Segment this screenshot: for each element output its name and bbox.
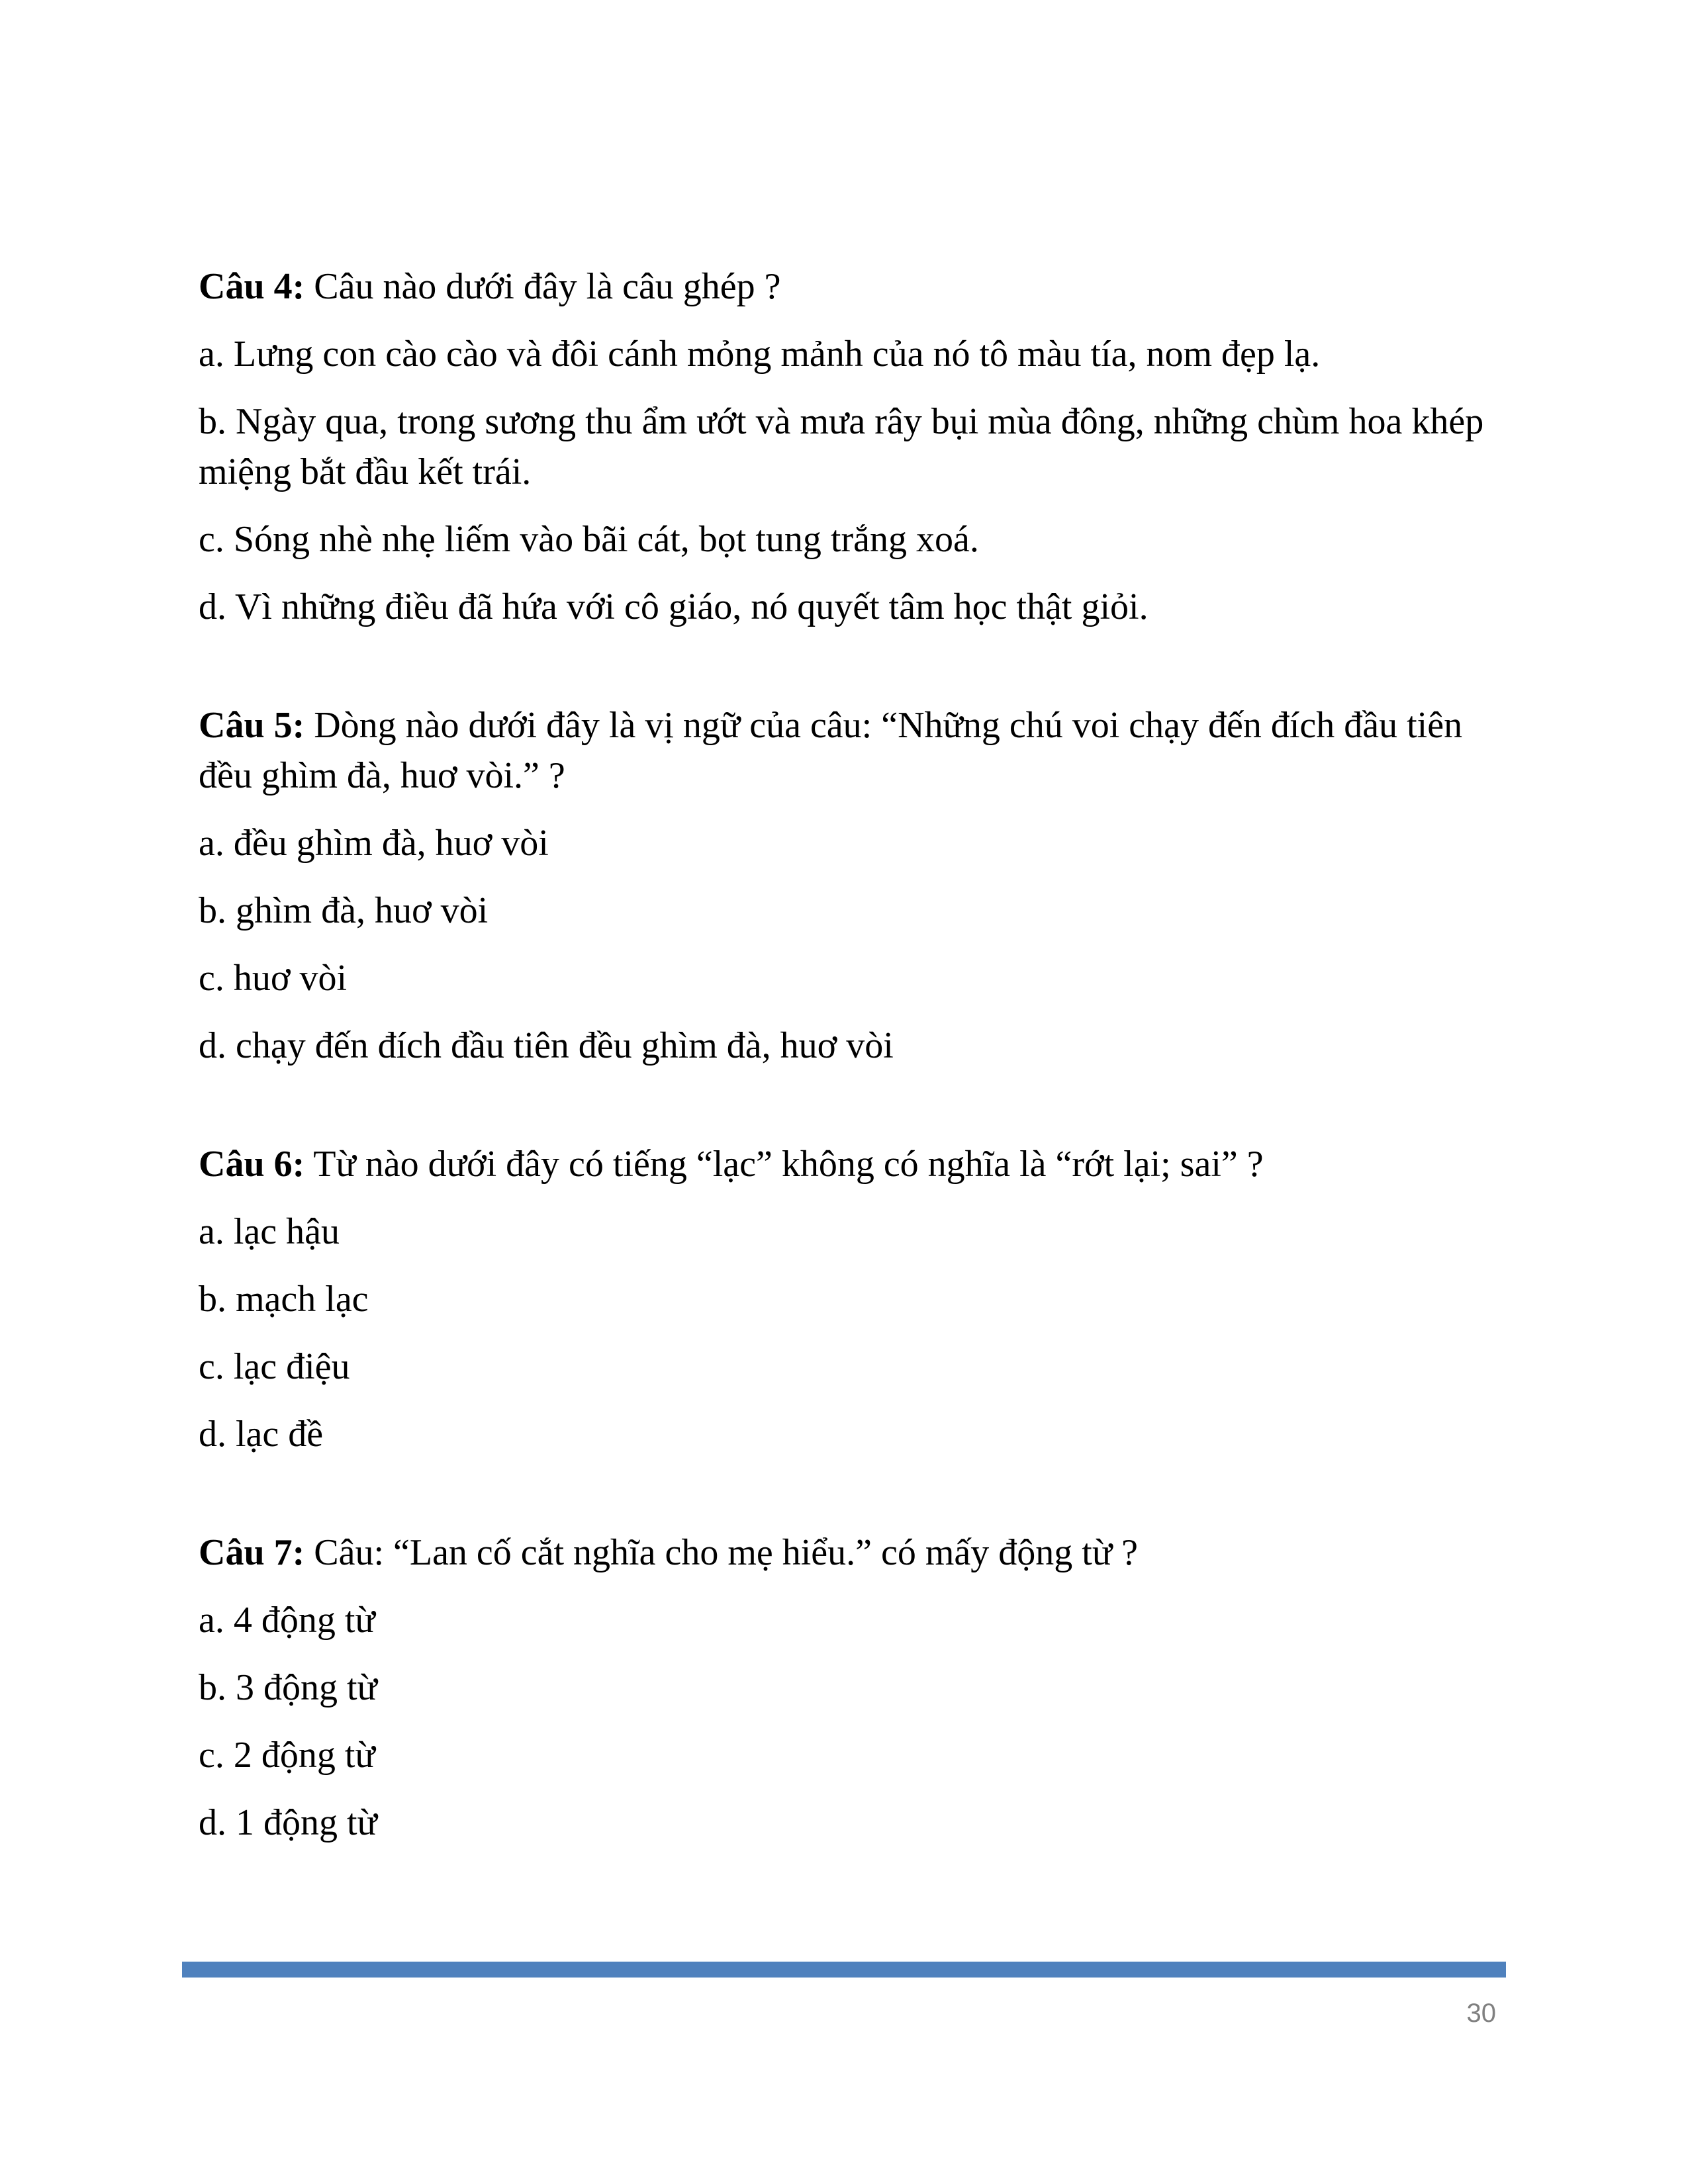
option-d: d. chạy đến đích đầu tiên đều ghìm đà, huơ vòi — [199, 1025, 894, 1066]
option-d: d. lạc đề — [199, 1414, 324, 1455]
quiz-content — [199, 261, 1509, 1865]
footer-divider-bar — [182, 1962, 1506, 1978]
page-number: 30 — [1466, 1999, 1496, 2028]
option-a: a. đều ghìm đà, huơ vòi — [199, 823, 549, 864]
question-5 — [199, 700, 1509, 1071]
option-d: d. 1 động từ — [199, 1802, 377, 1843]
option-b: b. ghìm đà, huơ vòi — [199, 890, 489, 931]
question-label: Câu 5: — [199, 705, 305, 746]
question-stem — [199, 1139, 1509, 1189]
question-stem — [199, 1527, 1509, 1578]
option-c: c. huơ vòi — [199, 958, 348, 999]
option-c: c. Sóng nhè nhẹ liếm vào bãi cát, bọt tung trắng xoá. — [199, 519, 979, 560]
question-text: Từ nào dưới đây có tiếng “lạc” không có nghĩa là “rớt lại; sai” ? — [305, 1144, 1264, 1185]
option-c: c. lạc điệu — [199, 1346, 350, 1387]
question-stem — [199, 261, 1509, 312]
question-6 — [199, 1139, 1509, 1459]
question-label: Câu 4: — [199, 266, 305, 307]
question-4 — [199, 261, 1509, 632]
question-text: Câu: “Lan cố cắt nghĩa cho mẹ hiểu.” có mấy động từ ? — [305, 1532, 1139, 1573]
option-b: b. 3 động từ — [199, 1667, 377, 1708]
question-text: Câu nào dưới đây là câu ghép ? — [305, 266, 781, 307]
question-label: Câu 7: — [199, 1532, 305, 1573]
question-stem — [199, 700, 1509, 801]
option-d: d. Vì những điều đã hứa với cô giáo, nó quyết tâm học thật giỏi. — [199, 586, 1149, 627]
option-a: a. Lưng con cào cào và đôi cánh mỏng mảnh của nó tô màu tía, nom đẹp lạ. — [199, 334, 1321, 375]
question-7 — [199, 1527, 1509, 1848]
option-b: b. Ngày qua, trong sương thu ẩm ướt và mưa rây bụi mùa đông, những chùm hoa khép miệng bắt đầu kết trái. — [199, 401, 1484, 492]
question-text: Dòng nào dưới đây là vị ngữ của câu: “Những chú voi chạy đến đích đầu tiên đều ghìm đà, huơ vòi.” ? — [199, 705, 1463, 796]
option-a: a. lạc hậu — [199, 1211, 340, 1252]
option-a: a. 4 động từ — [199, 1600, 375, 1641]
option-b: b. mạch lạc — [199, 1279, 369, 1320]
option-c: c. 2 động từ — [199, 1735, 375, 1776]
question-label: Câu 6: — [199, 1144, 305, 1185]
